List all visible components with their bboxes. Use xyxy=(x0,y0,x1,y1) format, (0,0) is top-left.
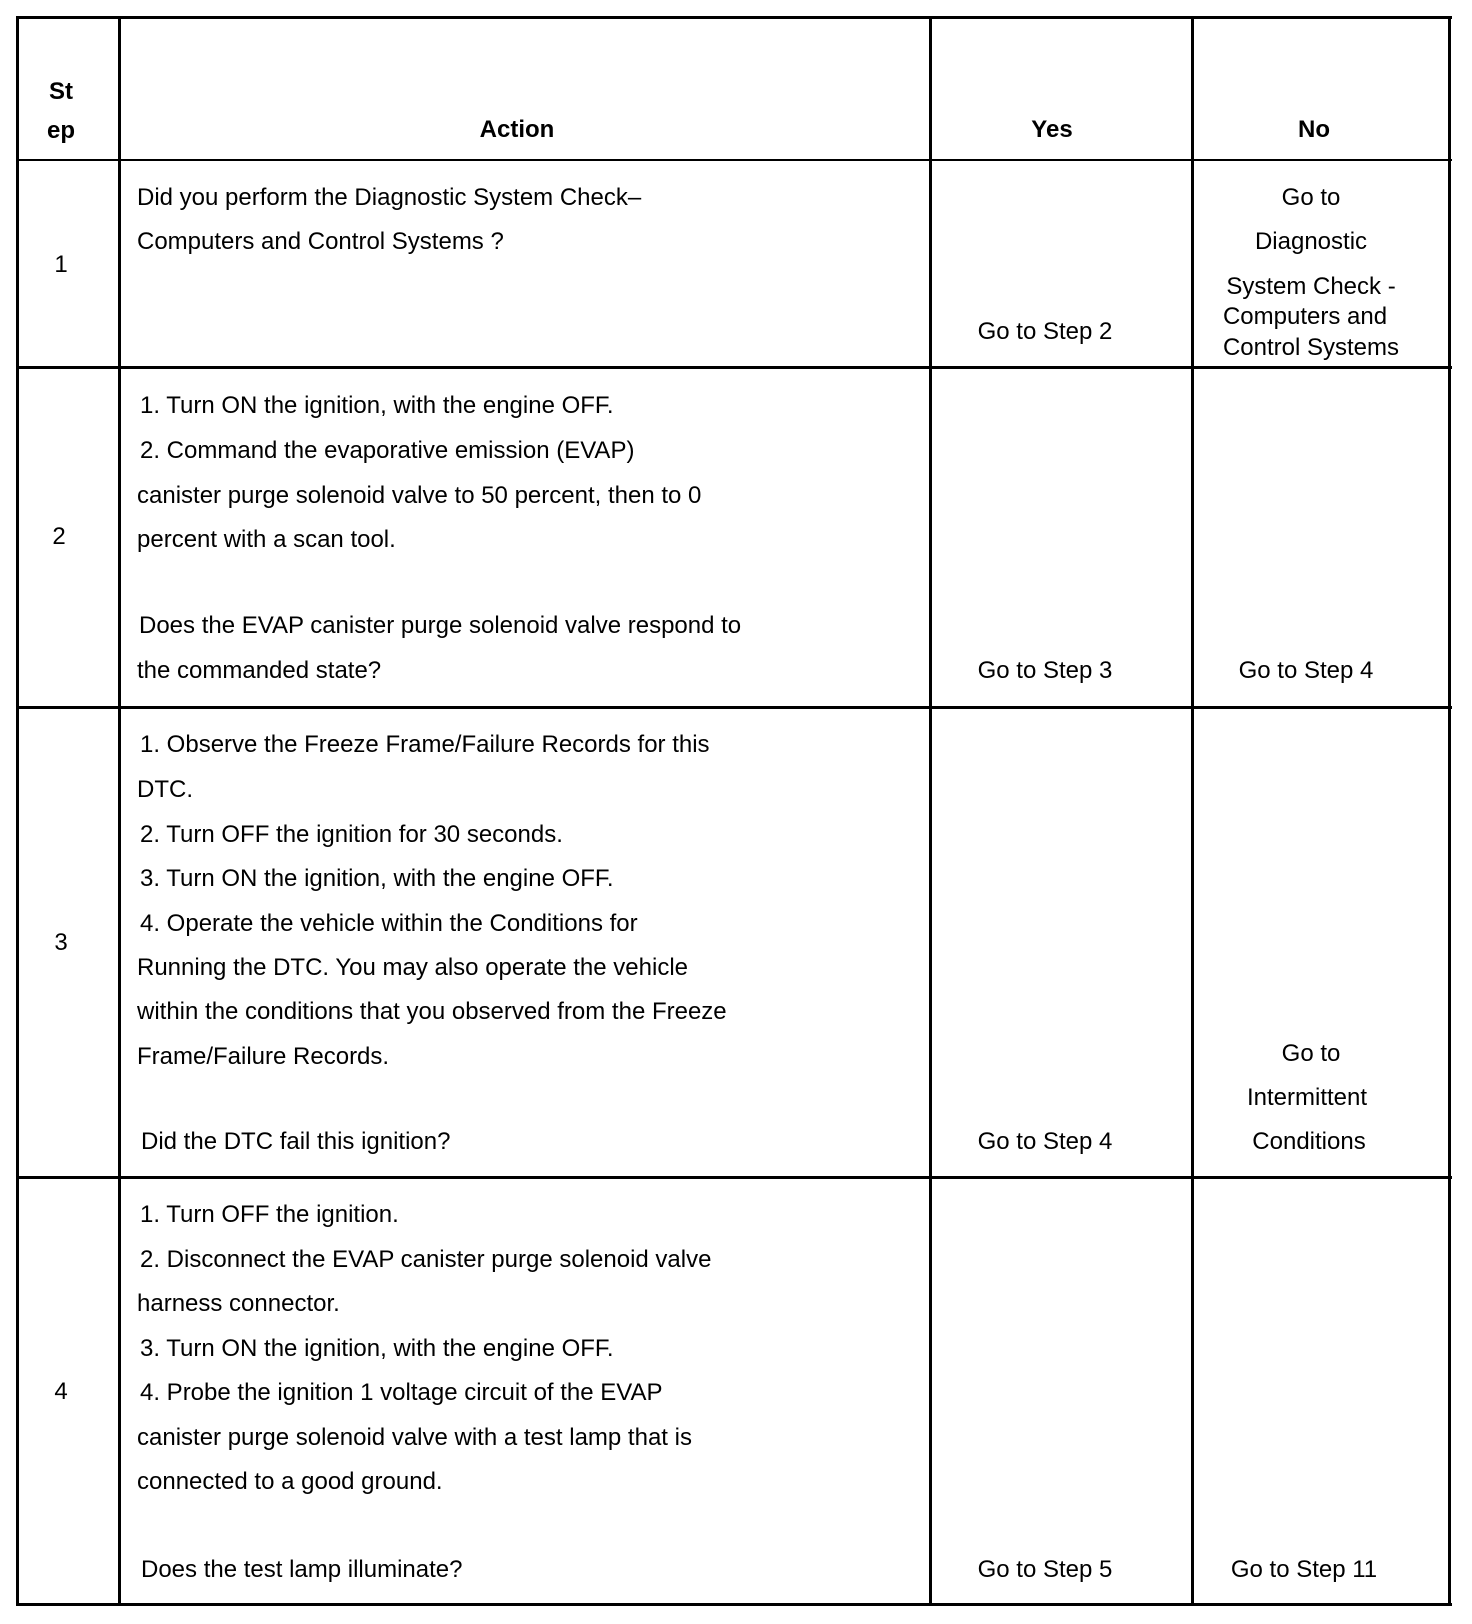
table-border-left xyxy=(16,16,19,1606)
action-line: Frame/Failure Records. xyxy=(137,1043,390,1070)
action-line: Did the DTC fail this ignition? xyxy=(141,1128,451,1155)
action-line: 1. Turn ON the ignition, with the engine OFF. xyxy=(140,392,614,419)
no-result-line: System Check - xyxy=(1226,273,1396,300)
yes-result: Go to Step 2 xyxy=(977,318,1113,345)
action-line: the commanded state? xyxy=(137,657,382,684)
no-result-line: Diagnostic xyxy=(1254,228,1368,255)
action-line: 4. Probe the ignition 1 voltage circuit of the EVAP xyxy=(140,1379,663,1406)
action-line: connected to a good ground. xyxy=(137,1468,443,1495)
row-divider xyxy=(16,1176,1452,1179)
column-divider xyxy=(118,16,121,1606)
table-border-right xyxy=(1448,16,1451,1606)
action-line: harness connector. xyxy=(137,1290,340,1317)
header-action: Action xyxy=(479,116,555,143)
action-line: 3. Turn ON the ignition, with the engine OFF. xyxy=(140,865,614,892)
yes-result: Go to Step 5 xyxy=(977,1556,1113,1583)
action-line: Did you perform the Diagnostic System Check– xyxy=(137,184,642,211)
table-border-top xyxy=(16,16,1452,19)
header-no: No xyxy=(1298,116,1330,143)
action-line: 1. Observe the Freeze Frame/Failure Records for this xyxy=(140,731,710,758)
action-line: 2. Command the evaporative emission (EVAP) xyxy=(140,437,635,464)
header-yes: Yes xyxy=(1031,116,1073,143)
no-result-line: Go to xyxy=(1281,1040,1341,1067)
column-divider xyxy=(1191,16,1194,1606)
action-line: 4. Operate the vehicle within the Conditions for xyxy=(140,910,638,937)
action-line: within the conditions that you observed from the Freeze xyxy=(137,998,727,1025)
no-result: Go to Step 4 xyxy=(1238,657,1374,684)
no-result: Go to Step 11 xyxy=(1230,1556,1378,1583)
action-line: Does the EVAP canister purge solenoid valve respond to xyxy=(139,612,742,639)
header-step: ep xyxy=(46,117,76,144)
no-result-line: Control Systems xyxy=(1222,334,1400,361)
header-divider xyxy=(16,159,1452,161)
yes-result: Go to Step 3 xyxy=(977,657,1113,684)
action-line: 2. Turn OFF the ignition for 30 seconds. xyxy=(140,821,563,848)
action-line: 1. Turn OFF the ignition. xyxy=(140,1201,399,1228)
action-line: Computers and Control Systems ? xyxy=(137,228,504,255)
no-result-line: Computers and xyxy=(1222,303,1388,330)
yes-result: Go to Step 4 xyxy=(977,1128,1113,1155)
no-result-line: Conditions xyxy=(1252,1128,1366,1155)
column-divider xyxy=(929,16,932,1606)
action-line: percent with a scan tool. xyxy=(137,526,396,553)
no-result-line: Go to xyxy=(1281,184,1341,211)
action-line: Running the DTC. You may also operate the vehicle xyxy=(137,954,689,981)
action-line: Does the test lamp illuminate? xyxy=(141,1556,463,1583)
row-divider xyxy=(16,706,1452,709)
header-step: St xyxy=(49,78,73,105)
row-divider xyxy=(16,366,1452,369)
step-number: 4 xyxy=(54,1378,68,1405)
action-line: 3. Turn ON the ignition, with the engine OFF. xyxy=(140,1335,614,1362)
no-result-line: Intermittent xyxy=(1246,1084,1368,1111)
step-number: 1 xyxy=(54,251,68,278)
step-number: 2 xyxy=(52,523,66,550)
action-line: canister purge solenoid valve with a test lamp that is xyxy=(137,1424,692,1451)
step-number: 3 xyxy=(54,929,68,956)
table-border-bottom xyxy=(16,1603,1452,1606)
action-line: 2. Disconnect the EVAP canister purge solenoid valve xyxy=(140,1246,712,1273)
action-line: DTC. xyxy=(137,776,193,803)
action-line: canister purge solenoid valve to 50 percent, then to 0 xyxy=(137,482,702,509)
